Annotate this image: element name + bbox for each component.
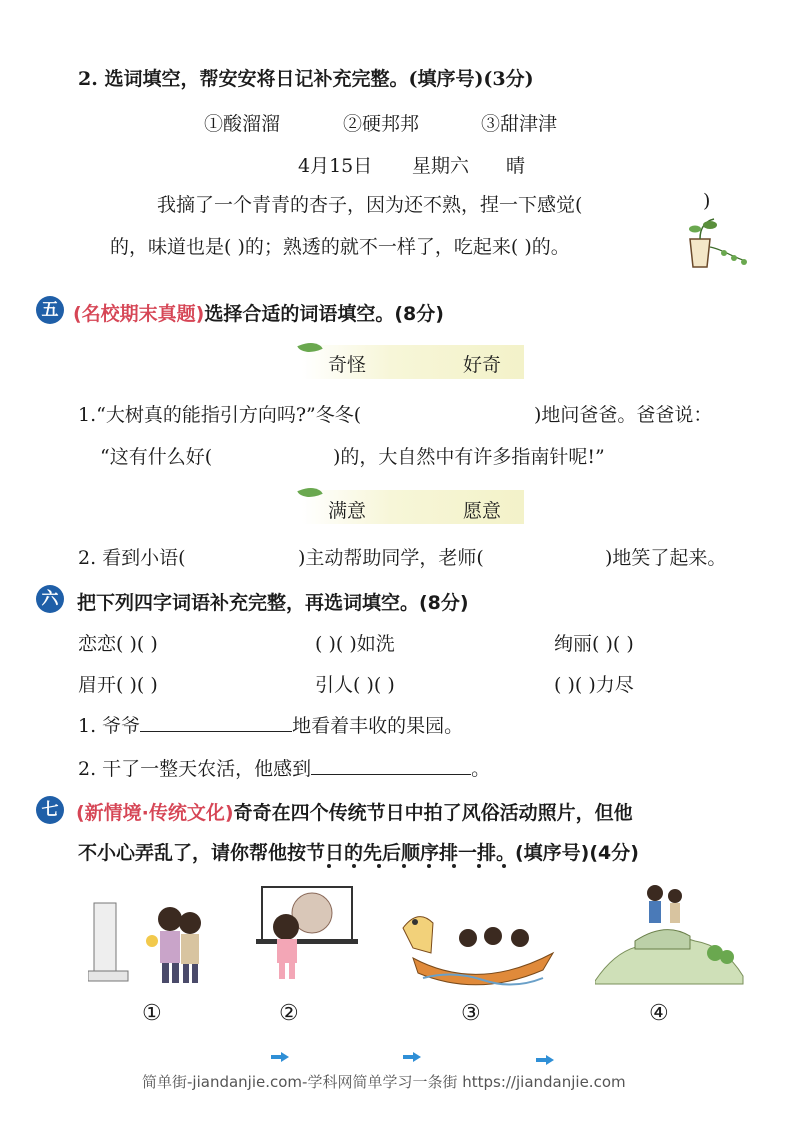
s5-q1-line-a: 1.“大树真的能指引方向吗?”冬冬(	[78, 404, 362, 426]
diary-weekday: 星期六	[412, 155, 470, 177]
footer-watermark: 简单街-jiandanjie.com-学科网简单学习一条街 https://jiandanjie.com	[142, 1073, 626, 1091]
option-2: ②硬邦邦	[343, 113, 420, 135]
s5-q2-end: )地笑了起来。	[605, 547, 727, 569]
s5-q1-line-b: “这有什么好(	[100, 446, 213, 468]
paper-cutting-illustration	[250, 883, 360, 983]
s5-q1-line-a-end: )地问爸爸。爸爸说：	[534, 404, 713, 426]
diary-weather: 晴	[506, 155, 526, 177]
answer-line[interactable]	[140, 731, 292, 732]
arrow-right-icon	[536, 1055, 554, 1065]
word-choice: 奇怪	[328, 354, 367, 376]
idiom-blank: 绚丽( )( )	[554, 633, 634, 655]
idiom-blank: 恋恋( )( )	[78, 633, 158, 655]
image-label: ④	[649, 1001, 669, 1026]
section-6-badge: 六	[36, 585, 64, 613]
s5-q2-mid: )主动帮助同学，老师(	[298, 547, 484, 569]
answer-line[interactable]	[311, 774, 471, 775]
diary-line-1: 我摘了一个青青的杏子，因为还不熟，捏一下感觉(	[157, 194, 583, 216]
section-6-title: 把下列四字词语补充完整，再选词填空。(8分)	[77, 592, 469, 614]
section-5-tag: (名校期末真题)	[73, 303, 205, 325]
section-7-line-2: 不小心弄乱了，请你帮他按节日的先后顺序排一排。(填序号)(4分)	[78, 842, 639, 864]
diary-line-2: 的，味道也是( )的；熟透的就不一样了，吃起来( )的。	[110, 236, 570, 258]
image-label: ①	[142, 1001, 162, 1026]
idiom-blank: 引人( )( )	[315, 674, 395, 696]
potted-plant-icon	[680, 217, 750, 272]
section-7-tag: (新情境·传统文化)	[76, 802, 234, 824]
section-5-title: 选择合适的词语填空。(8分)	[204, 303, 444, 325]
diary-line-1-close: )	[703, 190, 711, 212]
tomb-sweeping-illustration	[88, 893, 218, 988]
section-7-badge: 七	[36, 796, 64, 824]
dragon-boat-illustration	[393, 898, 563, 988]
arrow-right-icon	[403, 1052, 421, 1062]
s5-q2-start: 2. 看到小语(	[78, 547, 186, 569]
word-choice: 满意	[328, 500, 367, 522]
arrow-right-icon	[271, 1052, 289, 1062]
diary-date: 4月15日	[298, 155, 373, 177]
s6-q1: 1. 爷爷 地看着丰收的果园。	[78, 715, 464, 737]
section-5-badge: 五	[36, 296, 64, 324]
section-7-line-1: (新情境·传统文化)奇奇在四个传统节日中拍了风俗活动照片，但他	[76, 802, 633, 824]
s5-q1-line-b-end: )的，大自然中有许多指南针呢!”	[333, 446, 605, 468]
s6-q2: 2. 干了一整天农活，他感到 。	[78, 758, 491, 780]
image-label: ②	[279, 1001, 299, 1026]
image-label: ③	[461, 1001, 481, 1026]
emphasis-dots	[327, 864, 506, 868]
word-choice: 好奇	[463, 354, 502, 376]
option-1: ①酸溜溜	[204, 113, 281, 135]
word-choice: 愿意	[463, 500, 502, 522]
idiom-blank: ( )( )力尽	[554, 674, 634, 696]
climbing-mountain-illustration	[595, 881, 745, 986]
option-3: ③甜津津	[481, 113, 558, 135]
idiom-blank: ( )( )如洗	[315, 633, 395, 655]
s4-q2-title: 2. 选词填空，帮安安将日记补充完整。(填序号)(3分)	[78, 68, 534, 90]
idiom-blank: 眉开( )( )	[78, 674, 158, 696]
section-5-heading	[73, 299, 444, 326]
